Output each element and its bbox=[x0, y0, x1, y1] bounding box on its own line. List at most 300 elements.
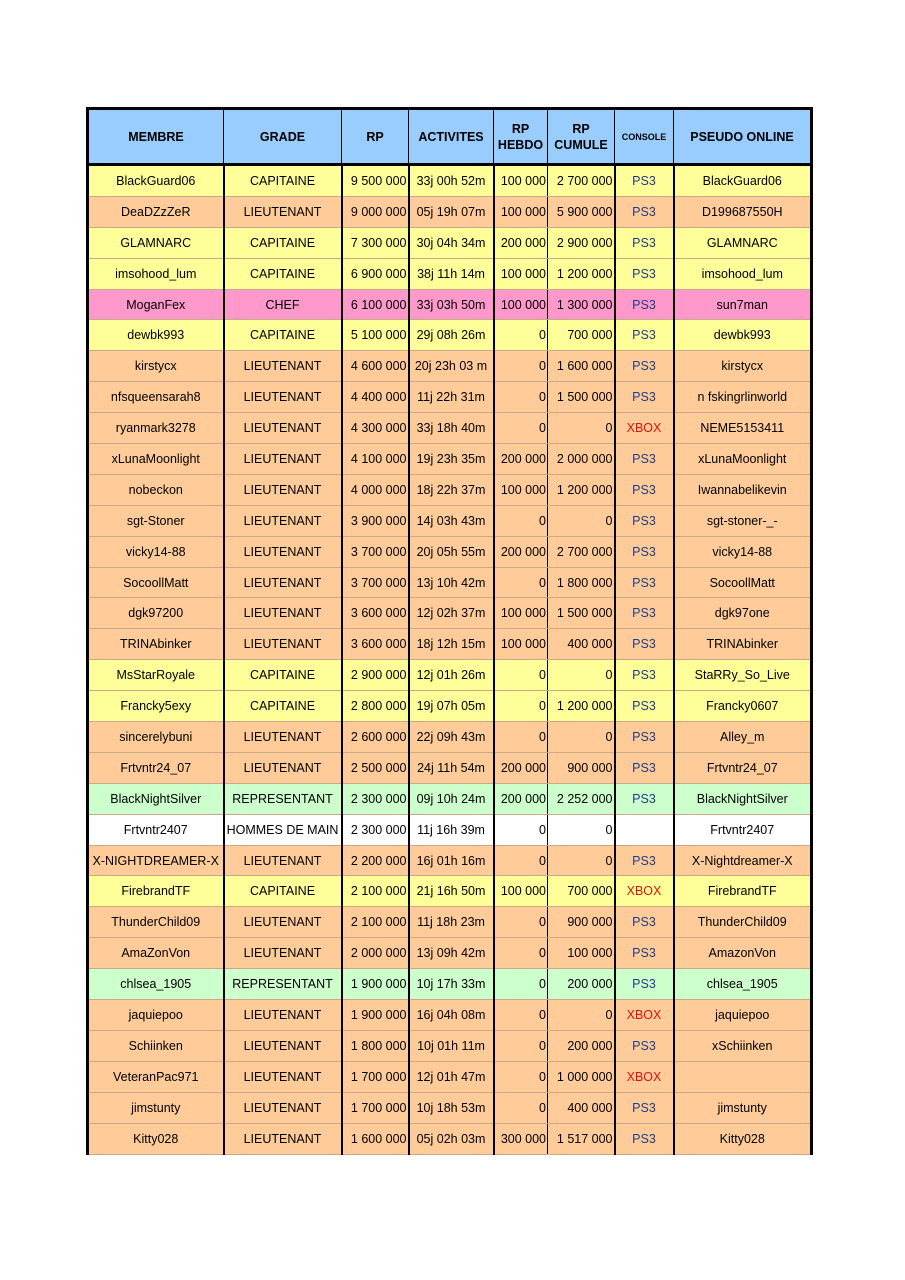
cell-rp-hebdo: 0 bbox=[494, 567, 548, 598]
header-activites: ACTIVITES bbox=[409, 109, 494, 165]
table-row bbox=[88, 1123, 812, 1154]
cell-activites: 13j 10h 42m bbox=[409, 567, 494, 598]
cell-membre: sgt-Stoner bbox=[88, 505, 224, 536]
cell-rp: 3 900 000 bbox=[342, 505, 409, 536]
cell-membre: VeteranPac971 bbox=[88, 1061, 224, 1092]
table-row bbox=[88, 536, 812, 567]
cell-rp-cumule: 400 000 bbox=[548, 629, 615, 660]
cell-rp-cumule: 900 000 bbox=[548, 907, 615, 938]
cell-membre: Kitty028 bbox=[88, 1123, 224, 1154]
cell-rp-cumule: 700 000 bbox=[548, 876, 615, 907]
cell-membre: Francky5exy bbox=[88, 691, 224, 722]
cell-grade: LIEUTENANT bbox=[224, 567, 342, 598]
cell-activites: 30j 04h 34m bbox=[409, 227, 494, 258]
cell-membre: GLAMNARC bbox=[88, 227, 224, 258]
cell-console: PS3 bbox=[615, 196, 674, 227]
cell-rp: 4 000 000 bbox=[342, 474, 409, 505]
cell-console: PS3 bbox=[615, 783, 674, 814]
cell-console: PS3 bbox=[615, 845, 674, 876]
cell-pseudo-online: NEME5153411 bbox=[674, 413, 812, 444]
cell-rp-cumule: 1 200 000 bbox=[548, 474, 615, 505]
table-row bbox=[88, 783, 812, 814]
cell-grade: CAPITAINE bbox=[224, 691, 342, 722]
cell-rp-hebdo: 0 bbox=[494, 505, 548, 536]
cell-membre: jimstunty bbox=[88, 1092, 224, 1123]
cell-rp-hebdo: 200 000 bbox=[494, 536, 548, 567]
cell-grade: LIEUTENANT bbox=[224, 1123, 342, 1154]
cell-pseudo-online: Frtvntr24_07 bbox=[674, 752, 812, 783]
cell-grade: LIEUTENANT bbox=[224, 536, 342, 567]
cell-rp-hebdo: 100 000 bbox=[494, 598, 548, 629]
cell-grade: LIEUTENANT bbox=[224, 444, 342, 475]
cell-console: XBOX bbox=[615, 413, 674, 444]
cell-activites: 14j 03h 43m bbox=[409, 505, 494, 536]
cell-rp: 2 600 000 bbox=[342, 722, 409, 753]
cell-console: PS3 bbox=[615, 320, 674, 351]
cell-pseudo-online: imsohood_lum bbox=[674, 258, 812, 289]
cell-rp-cumule: 2 000 000 bbox=[548, 444, 615, 475]
cell-rp-hebdo: 0 bbox=[494, 351, 548, 382]
cell-pseudo-online: xSchiinken bbox=[674, 1030, 812, 1061]
cell-rp-hebdo: 0 bbox=[494, 691, 548, 722]
cell-rp: 2 500 000 bbox=[342, 752, 409, 783]
cell-rp: 2 900 000 bbox=[342, 660, 409, 691]
cell-rp-cumule: 5 900 000 bbox=[548, 196, 615, 227]
cell-rp: 2 800 000 bbox=[342, 691, 409, 722]
header-rp-hebdo: RP HEBDO bbox=[494, 109, 548, 165]
cell-membre: SocoollMatt bbox=[88, 567, 224, 598]
cell-activites: 11j 16h 39m bbox=[409, 814, 494, 845]
cell-membre: jaquiepoo bbox=[88, 1000, 224, 1031]
cell-rp-cumule: 200 000 bbox=[548, 969, 615, 1000]
cell-pseudo-online: SocoollMatt bbox=[674, 567, 812, 598]
cell-grade: CAPITAINE bbox=[224, 258, 342, 289]
table-row bbox=[88, 165, 812, 197]
cell-rp: 2 200 000 bbox=[342, 845, 409, 876]
cell-membre: imsohood_lum bbox=[88, 258, 224, 289]
cell-membre: Frtvntr2407 bbox=[88, 814, 224, 845]
table-row bbox=[88, 1000, 812, 1031]
cell-membre: ThunderChild09 bbox=[88, 907, 224, 938]
cell-rp: 1 700 000 bbox=[342, 1061, 409, 1092]
cell-membre: AmaZonVon bbox=[88, 938, 224, 969]
cell-grade: LIEUTENANT bbox=[224, 907, 342, 938]
table-row bbox=[88, 814, 812, 845]
cell-activites: 18j 12h 15m bbox=[409, 629, 494, 660]
table-row bbox=[88, 845, 812, 876]
cell-pseudo-online: FirebrandTF bbox=[674, 876, 812, 907]
cell-activites: 20j 23h 03 m bbox=[409, 351, 494, 382]
cell-rp-hebdo: 100 000 bbox=[494, 289, 548, 320]
cell-rp-cumule: 0 bbox=[548, 845, 615, 876]
cell-rp-cumule: 1 500 000 bbox=[548, 382, 615, 413]
cell-pseudo-online: TRINAbinker bbox=[674, 629, 812, 660]
table-row bbox=[88, 907, 812, 938]
cell-pseudo-online: Kitty028 bbox=[674, 1123, 812, 1154]
cell-membre: dewbk993 bbox=[88, 320, 224, 351]
cell-console: PS3 bbox=[615, 938, 674, 969]
cell-pseudo-online: Frtvntr2407 bbox=[674, 814, 812, 845]
table-row bbox=[88, 1092, 812, 1123]
table-row bbox=[88, 722, 812, 753]
cell-rp-cumule: 0 bbox=[548, 1000, 615, 1031]
cell-activites: 12j 02h 37m bbox=[409, 598, 494, 629]
cell-membre: FirebrandTF bbox=[88, 876, 224, 907]
table-row bbox=[88, 351, 812, 382]
cell-rp-cumule: 1 300 000 bbox=[548, 289, 615, 320]
cell-activites: 38j 11h 14m bbox=[409, 258, 494, 289]
cell-pseudo-online: BlackNightSilver bbox=[674, 783, 812, 814]
cell-rp: 1 700 000 bbox=[342, 1092, 409, 1123]
cell-pseudo-online: vicky14-88 bbox=[674, 536, 812, 567]
cell-activites: 16j 04h 08m bbox=[409, 1000, 494, 1031]
cell-rp-cumule: 1 800 000 bbox=[548, 567, 615, 598]
cell-console: PS3 bbox=[615, 351, 674, 382]
cell-rp-hebdo: 0 bbox=[494, 320, 548, 351]
cell-rp: 3 700 000 bbox=[342, 536, 409, 567]
table-row bbox=[88, 969, 812, 1000]
cell-rp-hebdo: 0 bbox=[494, 938, 548, 969]
cell-rp: 2 300 000 bbox=[342, 814, 409, 845]
cell-activites: 33j 03h 50m bbox=[409, 289, 494, 320]
cell-grade: LIEUTENANT bbox=[224, 505, 342, 536]
cell-console: PS3 bbox=[615, 1030, 674, 1061]
cell-activites: 33j 18h 40m bbox=[409, 413, 494, 444]
cell-grade: LIEUTENANT bbox=[224, 474, 342, 505]
cell-rp: 2 000 000 bbox=[342, 938, 409, 969]
cell-console: PS3 bbox=[615, 474, 674, 505]
cell-rp-hebdo: 200 000 bbox=[494, 444, 548, 475]
cell-console: PS3 bbox=[615, 536, 674, 567]
table-row bbox=[88, 752, 812, 783]
cell-membre: sincerelybuni bbox=[88, 722, 224, 753]
cell-rp-hebdo: 200 000 bbox=[494, 227, 548, 258]
cell-membre: BlackGuard06 bbox=[88, 165, 224, 197]
header-console: CONSOLE bbox=[615, 109, 674, 165]
roster-table bbox=[86, 107, 813, 1155]
cell-rp: 2 100 000 bbox=[342, 907, 409, 938]
cell-console: PS3 bbox=[615, 289, 674, 320]
cell-rp-hebdo: 0 bbox=[494, 814, 548, 845]
cell-grade: REPRESENTANT bbox=[224, 969, 342, 1000]
cell-pseudo-online: n fskingrlinworld bbox=[674, 382, 812, 413]
table-row bbox=[88, 382, 812, 413]
table-row bbox=[88, 258, 812, 289]
cell-pseudo-online: jaquiepoo bbox=[674, 1000, 812, 1031]
cell-pseudo-online: AmazonVon bbox=[674, 938, 812, 969]
header-pseudo-online: PSEUDO ONLINE bbox=[674, 109, 812, 165]
cell-pseudo-online: dewbk993 bbox=[674, 320, 812, 351]
table-row bbox=[88, 691, 812, 722]
cell-rp-hebdo: 0 bbox=[494, 845, 548, 876]
cell-rp-cumule: 1 517 000 bbox=[548, 1123, 615, 1154]
cell-rp-cumule: 0 bbox=[548, 722, 615, 753]
cell-membre: ryanmark3278 bbox=[88, 413, 224, 444]
cell-pseudo-online: jimstunty bbox=[674, 1092, 812, 1123]
cell-membre: chlsea_1905 bbox=[88, 969, 224, 1000]
cell-pseudo-online: Iwannabelikevin bbox=[674, 474, 812, 505]
cell-grade: CAPITAINE bbox=[224, 227, 342, 258]
cell-pseudo-online: chlsea_1905 bbox=[674, 969, 812, 1000]
cell-console: PS3 bbox=[615, 382, 674, 413]
cell-membre: BlackNightSilver bbox=[88, 783, 224, 814]
cell-grade: LIEUTENANT bbox=[224, 629, 342, 660]
cell-rp-hebdo: 100 000 bbox=[494, 196, 548, 227]
cell-rp-hebdo: 100 000 bbox=[494, 165, 548, 197]
cell-grade: LIEUTENANT bbox=[224, 351, 342, 382]
cell-rp: 1 800 000 bbox=[342, 1030, 409, 1061]
cell-rp-hebdo: 0 bbox=[494, 1092, 548, 1123]
cell-rp-cumule: 1 600 000 bbox=[548, 351, 615, 382]
cell-activites: 19j 07h 05m bbox=[409, 691, 494, 722]
cell-pseudo-online: GLAMNARC bbox=[674, 227, 812, 258]
cell-console: PS3 bbox=[615, 1092, 674, 1123]
cell-pseudo-online: X-Nightdreamer-X bbox=[674, 845, 812, 876]
cell-membre: MsStarRoyale bbox=[88, 660, 224, 691]
cell-rp-hebdo: 0 bbox=[494, 1000, 548, 1031]
table-row bbox=[88, 660, 812, 691]
cell-grade: LIEUTENANT bbox=[224, 413, 342, 444]
cell-grade: CAPITAINE bbox=[224, 876, 342, 907]
cell-grade: REPRESENTANT bbox=[224, 783, 342, 814]
cell-membre: nobeckon bbox=[88, 474, 224, 505]
cell-pseudo-online: sgt-stoner-_- bbox=[674, 505, 812, 536]
cell-grade: LIEUTENANT bbox=[224, 1092, 342, 1123]
cell-rp-hebdo: 200 000 bbox=[494, 752, 548, 783]
cell-rp-cumule: 900 000 bbox=[548, 752, 615, 783]
cell-rp: 1 900 000 bbox=[342, 1000, 409, 1031]
cell-membre: Frtvntr24_07 bbox=[88, 752, 224, 783]
cell-rp-hebdo: 0 bbox=[494, 413, 548, 444]
table-header bbox=[88, 109, 812, 165]
table-row bbox=[88, 505, 812, 536]
table-row bbox=[88, 227, 812, 258]
cell-grade: LIEUTENANT bbox=[224, 938, 342, 969]
cell-grade: CAPITAINE bbox=[224, 320, 342, 351]
cell-rp: 1 600 000 bbox=[342, 1123, 409, 1154]
cell-rp: 4 600 000 bbox=[342, 351, 409, 382]
cell-pseudo-online: D199687550H bbox=[674, 196, 812, 227]
cell-console: PS3 bbox=[615, 227, 674, 258]
cell-console: PS3 bbox=[615, 258, 674, 289]
cell-rp: 6 900 000 bbox=[342, 258, 409, 289]
cell-activites: 13j 09h 42m bbox=[409, 938, 494, 969]
cell-rp-cumule: 1 200 000 bbox=[548, 691, 615, 722]
cell-console: PS3 bbox=[615, 1123, 674, 1154]
cell-rp-cumule: 0 bbox=[548, 814, 615, 845]
table-row bbox=[88, 413, 812, 444]
table-row bbox=[88, 444, 812, 475]
cell-membre: TRINAbinker bbox=[88, 629, 224, 660]
cell-activites: 05j 19h 07m bbox=[409, 196, 494, 227]
cell-rp: 5 100 000 bbox=[342, 320, 409, 351]
cell-console: PS3 bbox=[615, 660, 674, 691]
cell-pseudo-online: BlackGuard06 bbox=[674, 165, 812, 197]
cell-console: PS3 bbox=[615, 505, 674, 536]
cell-rp-hebdo: 100 000 bbox=[494, 474, 548, 505]
table-body bbox=[88, 165, 812, 1155]
cell-activites: 05j 02h 03m bbox=[409, 1123, 494, 1154]
cell-console: PS3 bbox=[615, 598, 674, 629]
table-row bbox=[88, 598, 812, 629]
table-row bbox=[88, 289, 812, 320]
cell-console: PS3 bbox=[615, 722, 674, 753]
table-row bbox=[88, 1061, 812, 1092]
cell-rp: 6 100 000 bbox=[342, 289, 409, 320]
cell-membre: nfsqueensarah8 bbox=[88, 382, 224, 413]
cell-console bbox=[615, 814, 674, 845]
cell-activites: 10j 18h 53m bbox=[409, 1092, 494, 1123]
cell-activites: 22j 09h 43m bbox=[409, 722, 494, 753]
header-row bbox=[88, 109, 812, 165]
cell-console: PS3 bbox=[615, 444, 674, 475]
cell-grade: LIEUTENANT bbox=[224, 1030, 342, 1061]
cell-pseudo-online: xLunaMoonlight bbox=[674, 444, 812, 475]
cell-rp: 3 600 000 bbox=[342, 629, 409, 660]
cell-rp-cumule: 1 200 000 bbox=[548, 258, 615, 289]
cell-rp-cumule: 100 000 bbox=[548, 938, 615, 969]
cell-activites: 33j 00h 52m bbox=[409, 165, 494, 197]
table-row bbox=[88, 474, 812, 505]
cell-rp-cumule: 400 000 bbox=[548, 1092, 615, 1123]
cell-console: PS3 bbox=[615, 567, 674, 598]
table-row bbox=[88, 567, 812, 598]
cell-membre: MoganFex bbox=[88, 289, 224, 320]
cell-pseudo-online: sun7man bbox=[674, 289, 812, 320]
cell-membre: kirstycx bbox=[88, 351, 224, 382]
cell-console: XBOX bbox=[615, 1061, 674, 1092]
cell-console: XBOX bbox=[615, 876, 674, 907]
cell-rp-hebdo: 100 000 bbox=[494, 629, 548, 660]
cell-rp-cumule: 1 000 000 bbox=[548, 1061, 615, 1092]
cell-grade: LIEUTENANT bbox=[224, 382, 342, 413]
cell-activites: 12j 01h 47m bbox=[409, 1061, 494, 1092]
cell-pseudo-online: Alley_m bbox=[674, 722, 812, 753]
table-row bbox=[88, 196, 812, 227]
cell-rp-hebdo: 0 bbox=[494, 969, 548, 1000]
header-rp: RP bbox=[342, 109, 409, 165]
header-rp-cumule: RP CUMULE bbox=[548, 109, 615, 165]
table-row bbox=[88, 320, 812, 351]
cell-activites: 29j 08h 26m bbox=[409, 320, 494, 351]
cell-rp-cumule: 200 000 bbox=[548, 1030, 615, 1061]
cell-activites: 10j 01h 11m bbox=[409, 1030, 494, 1061]
cell-rp-cumule: 0 bbox=[548, 660, 615, 691]
cell-rp-hebdo: 0 bbox=[494, 382, 548, 413]
cell-rp: 1 900 000 bbox=[342, 969, 409, 1000]
cell-rp-hebdo: 0 bbox=[494, 722, 548, 753]
cell-rp-hebdo: 200 000 bbox=[494, 783, 548, 814]
cell-rp-hebdo: 300 000 bbox=[494, 1123, 548, 1154]
cell-membre: xLunaMoonlight bbox=[88, 444, 224, 475]
cell-membre: vicky14-88 bbox=[88, 536, 224, 567]
cell-activites: 12j 01h 26m bbox=[409, 660, 494, 691]
cell-pseudo-online: ThunderChild09 bbox=[674, 907, 812, 938]
cell-rp: 4 100 000 bbox=[342, 444, 409, 475]
cell-rp: 3 600 000 bbox=[342, 598, 409, 629]
cell-activites: 21j 16h 50m bbox=[409, 876, 494, 907]
cell-activites: 11j 18h 23m bbox=[409, 907, 494, 938]
cell-rp: 7 300 000 bbox=[342, 227, 409, 258]
table-row bbox=[88, 938, 812, 969]
cell-rp-hebdo: 0 bbox=[494, 1030, 548, 1061]
cell-activites: 19j 23h 35m bbox=[409, 444, 494, 475]
cell-rp-cumule: 1 500 000 bbox=[548, 598, 615, 629]
cell-console: PS3 bbox=[615, 969, 674, 1000]
cell-activites: 16j 01h 16m bbox=[409, 845, 494, 876]
cell-grade: LIEUTENANT bbox=[224, 722, 342, 753]
cell-console: PS3 bbox=[615, 165, 674, 197]
cell-activites: 24j 11h 54m bbox=[409, 752, 494, 783]
cell-rp: 2 300 000 bbox=[342, 783, 409, 814]
cell-activites: 18j 22h 37m bbox=[409, 474, 494, 505]
cell-rp-cumule: 700 000 bbox=[548, 320, 615, 351]
cell-grade: CAPITAINE bbox=[224, 165, 342, 197]
cell-pseudo-online: dgk97one bbox=[674, 598, 812, 629]
cell-rp-cumule: 2 700 000 bbox=[548, 165, 615, 197]
header-membre: MEMBRE bbox=[88, 109, 224, 165]
cell-grade: CHEF bbox=[224, 289, 342, 320]
header-grade: GRADE bbox=[224, 109, 342, 165]
cell-console: PS3 bbox=[615, 907, 674, 938]
cell-pseudo-online: Francky0607 bbox=[674, 691, 812, 722]
cell-rp-cumule: 2 700 000 bbox=[548, 536, 615, 567]
cell-membre: X-NIGHTDREAMER-X bbox=[88, 845, 224, 876]
cell-membre: dgk97200 bbox=[88, 598, 224, 629]
cell-pseudo-online bbox=[674, 1061, 812, 1092]
cell-grade: LIEUTENANT bbox=[224, 1061, 342, 1092]
table-row bbox=[88, 1030, 812, 1061]
cell-grade: LIEUTENANT bbox=[224, 1000, 342, 1031]
cell-rp: 9 500 000 bbox=[342, 165, 409, 197]
cell-rp-cumule: 0 bbox=[548, 505, 615, 536]
cell-rp: 3 700 000 bbox=[342, 567, 409, 598]
cell-rp: 2 100 000 bbox=[342, 876, 409, 907]
table-row bbox=[88, 629, 812, 660]
cell-grade: LIEUTENANT bbox=[224, 752, 342, 783]
cell-activites: 20j 05h 55m bbox=[409, 536, 494, 567]
cell-rp-hebdo: 0 bbox=[494, 660, 548, 691]
cell-pseudo-online: kirstycx bbox=[674, 351, 812, 382]
cell-rp-hebdo: 100 000 bbox=[494, 258, 548, 289]
cell-rp-cumule: 2 900 000 bbox=[548, 227, 615, 258]
cell-activites: 10j 17h 33m bbox=[409, 969, 494, 1000]
cell-rp-hebdo: 0 bbox=[494, 907, 548, 938]
cell-activites: 09j 10h 24m bbox=[409, 783, 494, 814]
cell-console: PS3 bbox=[615, 691, 674, 722]
cell-console: PS3 bbox=[615, 752, 674, 783]
cell-grade: CAPITAINE bbox=[224, 660, 342, 691]
cell-rp: 4 300 000 bbox=[342, 413, 409, 444]
cell-rp-hebdo: 100 000 bbox=[494, 876, 548, 907]
cell-rp: 9 000 000 bbox=[342, 196, 409, 227]
cell-activites: 11j 22h 31m bbox=[409, 382, 494, 413]
cell-membre: DeaDZzZeR bbox=[88, 196, 224, 227]
table-row bbox=[88, 876, 812, 907]
cell-grade: LIEUTENANT bbox=[224, 598, 342, 629]
cell-rp-cumule: 0 bbox=[548, 413, 615, 444]
cell-console: XBOX bbox=[615, 1000, 674, 1031]
cell-grade: HOMMES DE MAIN bbox=[224, 814, 342, 845]
cell-rp-cumule: 2 252 000 bbox=[548, 783, 615, 814]
cell-rp: 4 400 000 bbox=[342, 382, 409, 413]
cell-rp-hebdo: 0 bbox=[494, 1061, 548, 1092]
cell-console: PS3 bbox=[615, 629, 674, 660]
cell-pseudo-online: StaRRy_So_Live bbox=[674, 660, 812, 691]
cell-membre: Schiinken bbox=[88, 1030, 224, 1061]
cell-grade: LIEUTENANT bbox=[224, 196, 342, 227]
cell-grade: LIEUTENANT bbox=[224, 845, 342, 876]
